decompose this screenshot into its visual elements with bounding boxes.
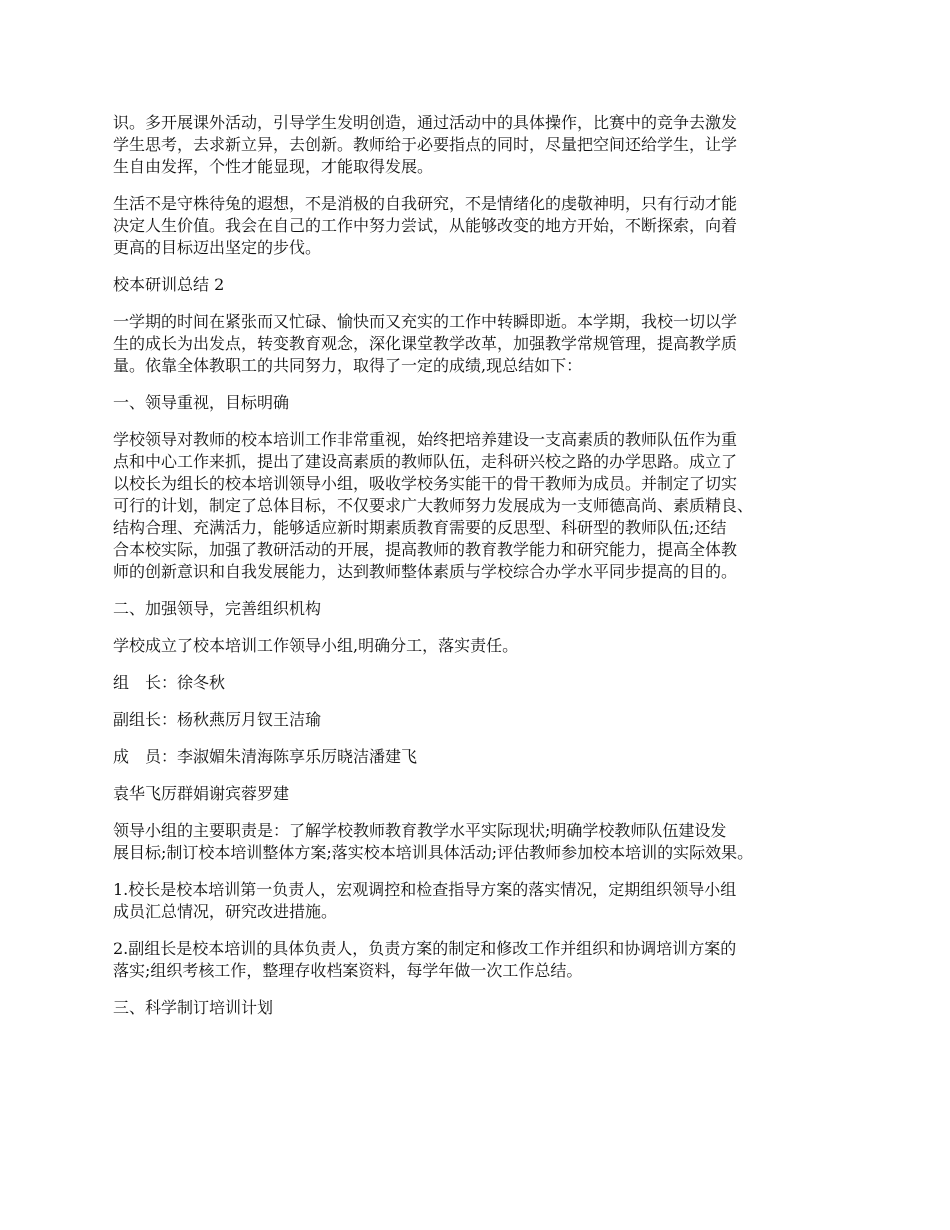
paragraph-duties (113, 820, 853, 864)
text-line: 生自由发挥，个性才能显现，才能取得发展。 (113, 157, 434, 176)
text-line: 以校长为组长的校本培训领导小组，吸收学校务实能干的骨干教师为成员。并制定了切实 (113, 474, 738, 493)
group-leader (113, 672, 853, 694)
text-line: 领导小组的主要职责是：了解学校教师教育教学水平实际现状;明确学校教师队伍建设发 (113, 821, 727, 840)
text-line: 更高的目标迈出坚定的步伐。 (113, 238, 322, 257)
group-members (113, 746, 853, 768)
group-deputy-leaders (113, 709, 853, 731)
text-line: 学生思考，去求新立异，去创新。教师给于必要指点的同时，尽量把空间还给学生，让学 (113, 135, 738, 154)
text-line: 2.副组长是校本培训的具体负责人，负责方案的制定和修改工作并组织和协调培训方案的 (113, 939, 737, 958)
text-line: 落实;组织考核工作，整理存收档案资料，每学年做一次工作总结。 (113, 961, 583, 980)
paragraph-life-value (113, 193, 853, 259)
text-line: 成员汇总情况，研究改进措施。 (113, 902, 338, 921)
text-line: 一学期的时间在紧张而又忙碌、愉快而又充实的工作中转瞬即逝。本学期，我校一切以学 (113, 312, 738, 331)
text-line: 学校领导对教师的校本培训工作非常重视，始终把培养建设一支高素质的教师队伍作为重 (113, 430, 738, 449)
text-line: 成 员：李淑媚朱清海陈享乐厉晓洁潘建飞 (113, 747, 418, 766)
text-line: 三、科学制订培训计划 (113, 998, 274, 1017)
text-line: 一、领导重视，目标明确 (113, 393, 290, 412)
text-line: 结构合理、充满活力，能够适应新时期素质教育需要的反思型、科研型的教师队伍;还结 (113, 518, 727, 537)
text-line: 二、加强领导，完善组织机构 (113, 599, 322, 618)
text-line: 组 长：徐冬秋 (113, 673, 226, 692)
heading-one (113, 392, 853, 414)
text-line: 副组长：杨秋燕厉月钗王洁瑜 (113, 710, 322, 729)
document-page (113, 112, 853, 1034)
group-members-continued (113, 783, 853, 805)
text-line: 展目标;制订校本培训整体方案;落实校本培训具体活动;评估教师参加校本培训的实际效果。 (113, 843, 754, 862)
paragraph-duty-principal (113, 879, 853, 923)
text-line: 师的创新意识和自我发展能力，达到教师整体素质与学校综合办学水平同步提高的目的。 (113, 562, 738, 581)
heading-two (113, 598, 853, 620)
text-line: 生的成长为出发点，转变教育观念，深化课堂教学改革，加强教学常规管理，提高教学质 (113, 334, 738, 353)
paragraph-group-established (113, 635, 853, 657)
text-line: 生活不是守株待兔的遐想，不是消极的自我研究，不是情绪化的虔敬神明，只有行动才能 (113, 194, 738, 213)
text-line: 袁华飞厉群娟谢宾蓉罗建 (113, 784, 290, 803)
section-title-summary-2 (113, 274, 853, 296)
text-line: 识。多开展课外活动，引导学生发明创造，通过活动中的具体操作，比赛中的竞争去激发 (113, 113, 738, 132)
text-line: 可行的计划，制定了总体目标，不仅要求广大教师努力发展成为一支师德高尚、素质精良、 (113, 496, 754, 515)
paragraph-semester-intro (113, 311, 853, 377)
text-line: 决定人生价值。我会在自己的工作中努力尝试，从能够改变的地方开始，不断探索，向着 (113, 216, 738, 235)
text-line: 合本校实际，加强了教研活动的开展，提高教师的教育教学能力和研究能力，提高全体教 (113, 540, 738, 559)
text-line: 点和中心工作来抓，提出了建设高素质的教师队伍，走科研兴校之路的办学思路。成立了 (113, 452, 738, 471)
heading-three (113, 997, 853, 1019)
text-line: 1.校长是校本培训第一负责人，宏观调控和检查指导方案的落实情况，定期组织领导小组 (113, 880, 737, 899)
text-line: 量。依靠全体教职工的共同努力，取得了一定的成绩,现总结如下： (113, 356, 583, 375)
text-line: 校本研训总结 2 (113, 275, 225, 294)
text-line: 学校成立了校本培训工作领导小组,明确分工，落实责任。 (113, 636, 519, 655)
paragraph-activities (113, 112, 853, 178)
paragraph-leadership (113, 429, 853, 583)
paragraph-duty-deputy (113, 938, 853, 982)
